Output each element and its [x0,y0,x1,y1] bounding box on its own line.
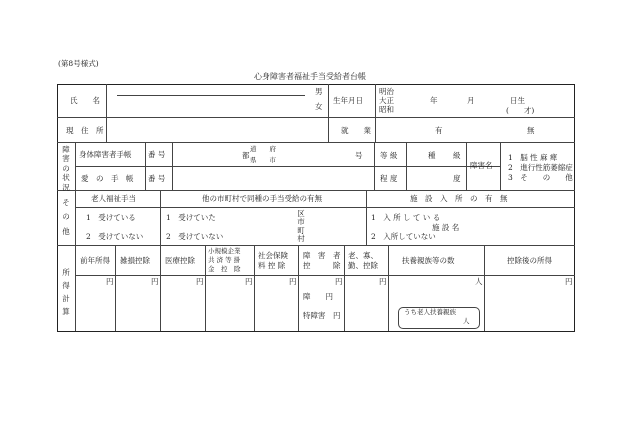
misc-deduction-header: 雑損控除 [120,256,150,265]
form-number: (第8号様式) [58,59,99,68]
year-label: 年 [430,96,438,105]
col-divider [75,142,76,190]
not-received-option[interactable]: 2 受けていない [166,232,224,241]
medical-deduction-header: 医療控除 [165,256,195,265]
col-divider [160,245,161,331]
col-divider [344,245,345,331]
col-divider [298,245,299,331]
in-facility-option[interactable]: 1 入 所 し て い る [371,213,441,222]
male-option[interactable]: 男 [315,87,323,96]
employment-yes[interactable]: 有 [435,126,443,135]
small-biz-header-2: 共 済 等 掛 [208,256,241,264]
yen-unit: 円 [565,277,573,286]
pref-top: 道 府 [250,145,276,153]
facility-header: 施 設 入 所 の 有 無 [410,194,508,203]
disability-name-label: 障害名 [470,161,493,170]
col-divider [75,245,76,331]
age-field[interactable]: ( 才) [506,106,535,115]
elderly-dependents-label: うち老人扶養親族 [404,308,456,316]
receiving-option[interactable]: 1 受けている [86,213,136,222]
municipality-type-label: 区 市 町 村 [297,209,305,243]
love-cert-label: 愛 の 手 帳 [81,174,134,183]
employment-label: 就 業 [341,126,371,135]
disabled-amount: 障 円 [303,292,333,301]
degree-suffix: 度 [453,174,461,183]
yen-unit: 円 [196,277,204,286]
disabled-deduction-header-1: 障 害 者 [303,251,341,260]
grade-suffix: 級 [453,151,461,160]
row-divider [57,190,575,191]
small-biz-header-1: 小規模企業 [208,247,241,255]
row-divider [75,166,500,167]
elderly-welfare-header: 老人福祉手当 [91,194,136,203]
col-divider [388,245,389,331]
social-ins-header-2: 料 控 除 [258,261,286,270]
social-ins-header-1: 社会保険 [258,251,288,260]
col-divider [500,142,501,190]
col-divider [366,190,367,245]
name-underline [117,95,305,96]
col-divider [106,84,107,142]
yen-unit: 円 [106,277,114,286]
widow-deduction-header-2: 勤、控除 [348,261,378,270]
row-divider [57,117,575,118]
col-divider [328,84,329,142]
yen-unit: 円 [289,277,297,286]
kind-label: 種 [428,151,436,160]
facility-name-label: 施 設 名 [432,223,460,232]
col-divider [406,142,407,190]
col-divider [115,245,116,331]
yen-unit: 円 [245,277,253,286]
disability-side-label: 障 害 の 状 況 [62,145,70,192]
col-divider [145,142,146,190]
dependents-header: 扶養親族等の数 [402,256,455,265]
era-taisho[interactable]: 大正 [379,96,394,105]
disease-option-1[interactable]: 1 脳 性 麻 痺 [508,153,558,162]
table-border-left [57,84,58,332]
col-divider [375,84,376,142]
name-label: 氏 名 [70,96,100,105]
received-option[interactable]: 1 受けていた [166,213,216,222]
cert-number-label-1: 番 号 [148,150,166,159]
yen-unit: 円 [379,277,387,286]
col-divider [484,245,485,331]
col-divider [466,142,467,190]
yen-unit: 円 [151,277,159,286]
person-unit: 人 [475,277,483,286]
table-border-top [57,84,575,85]
disease-option-2[interactable]: 2 進行性筋萎縮症 [508,163,573,172]
widow-deduction-header-1: 老、寡、 [348,251,378,260]
address-label: 現 住 所 [66,126,104,135]
row-divider [75,207,575,208]
income-side-label: 所 得 計 算 [62,268,70,317]
other-city-header: 他の市町村で同種の手当受給の有無 [202,194,322,203]
yen-unit: 円 [335,277,343,286]
elderly-dependents-unit: 人 [463,317,470,325]
form-title: 心身障害者福祉手当受給者台帳 [254,72,366,81]
month-label: 月 [467,96,475,105]
disabled-deduction-header-2: 控 除 [303,261,341,270]
col-divider [75,190,76,245]
row-divider [75,275,575,276]
col-divider [160,190,161,245]
employment-no[interactable]: 無 [527,126,535,135]
disease-option-3[interactable]: 3 そ の 他 [508,173,573,182]
female-option[interactable]: 女 [315,102,323,111]
era-showa[interactable]: 昭和 [379,105,394,114]
special-disabled-amount: 特障害 円 [303,311,341,320]
pref-to: 都 [242,151,250,160]
day-label: 日生 [510,96,525,105]
prev-year-income-header: 前年所得 [80,256,110,265]
pref-bottom: 県 市 [250,156,276,164]
grade-label: 等 級 [380,151,398,160]
col-divider [254,245,255,331]
dob-label: 生年月日 [333,96,363,105]
row-divider [57,142,575,143]
go-label: 号 [355,151,363,160]
cert-number-label-2: 番 号 [148,174,166,183]
table-border-right [574,84,575,332]
degree-label: 程 度 [380,174,398,183]
era-meiji[interactable]: 明治 [379,87,394,96]
table-border-bottom [57,331,575,332]
physical-cert-label: 身体障害者手帳 [79,150,132,159]
after-deduction-header: 控除後の所得 [507,256,552,265]
col-divider [172,142,173,190]
not-receiving-option[interactable]: 2 受けていない [86,232,144,241]
other-side-label: そ の 他 [62,198,70,236]
row-divider [57,245,575,246]
not-in-facility-option[interactable]: 2 入所していない [371,232,436,241]
col-divider [374,142,375,190]
small-biz-header-3: 金 控 除 [208,265,241,273]
col-divider [205,245,206,331]
